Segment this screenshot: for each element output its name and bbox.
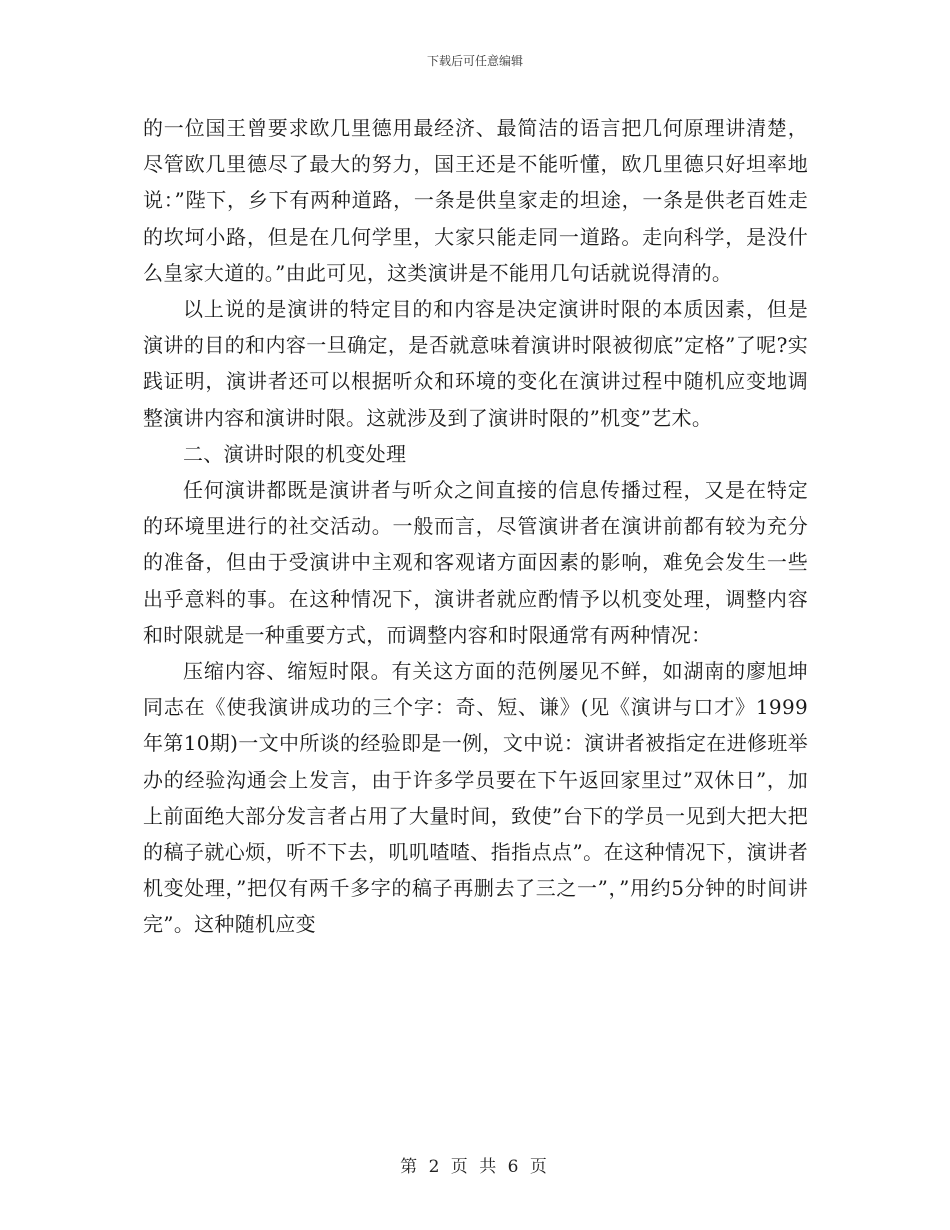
paragraph-2: 以上说的是演讲的特定目的和内容是决定演讲时限的本质因素，但是演讲的目的和内容一旦确定，是否就意味着演讲时限被彻底”定格”了呢?实践证明，演讲者还可以根据听众和环境的变化在演讲过程中随机应变地调整演讲内容和演讲时限。这就涉及到了演讲时限的”机变”艺术。 — [143, 297, 808, 430]
paragraph-3: 任何演讲都既是演讲者与听众之间直接的信息传播过程，又是在特定的环境里进行的社交活动。一般而言，尽管演讲者在演讲前都有较为充分的准备，但由于受演讲中主观和客观诸方面因素的影响，难免会发生一些出乎意料的事。在这种情况下，演讲者就应酌情予以机变处理，调整内容和时限就是一种重要方式，而调整内容和时限通常有两种情况： — [143, 478, 808, 647]
paragraph-1: 的一位国王曾要求欧几里德用最经济、最简洁的语言把几何原理讲清楚，尽管欧几里德尽了最大的努力，国王还是不能听懂，欧几里德只好坦率地说：”陛下，乡下有两种道路，一条是供皇家走的坦途，一条是供老百姓走的坎坷小路，但是在几何学里，大家只能走同一道路。走向科学，是没什么皇家大道的。”由此可见，这类演讲是不能用几句话就说得清的。 — [143, 116, 808, 285]
document-body — [143, 110, 808, 943]
section-heading: 二、演讲时限的机变处理 — [183, 441, 407, 466]
page-footer: 第 2 页 共 6 页 — [400, 1157, 550, 1177]
page-header: 下载后可任意编辑 — [426, 54, 523, 68]
paragraph-4: 压缩内容、缩短时限。有关这方面的范例屡见不鲜，如湖南的廖旭坤同志在《使我演讲成功的三个字：奇、短、谦》(见《演讲与口才》1999年第10期)一文中所谈的经验即是一例，文中说：演讲者被指定在进修班举办的经验沟通会上发言，由于许多学员要在下午返回家里过”双休日”，加上前面绝大部分发言者占用了大量时间，致使”台下的学员一见到大把大把的稿子就心烦，听不下去，叽叽喳喳、指指点点”。在这种情况下，演讲者机变处理，”把仅有两千多字的稿子再删去了三之一”，”用约5分钟的时间讲完”。这种随机应变 — [143, 659, 808, 937]
